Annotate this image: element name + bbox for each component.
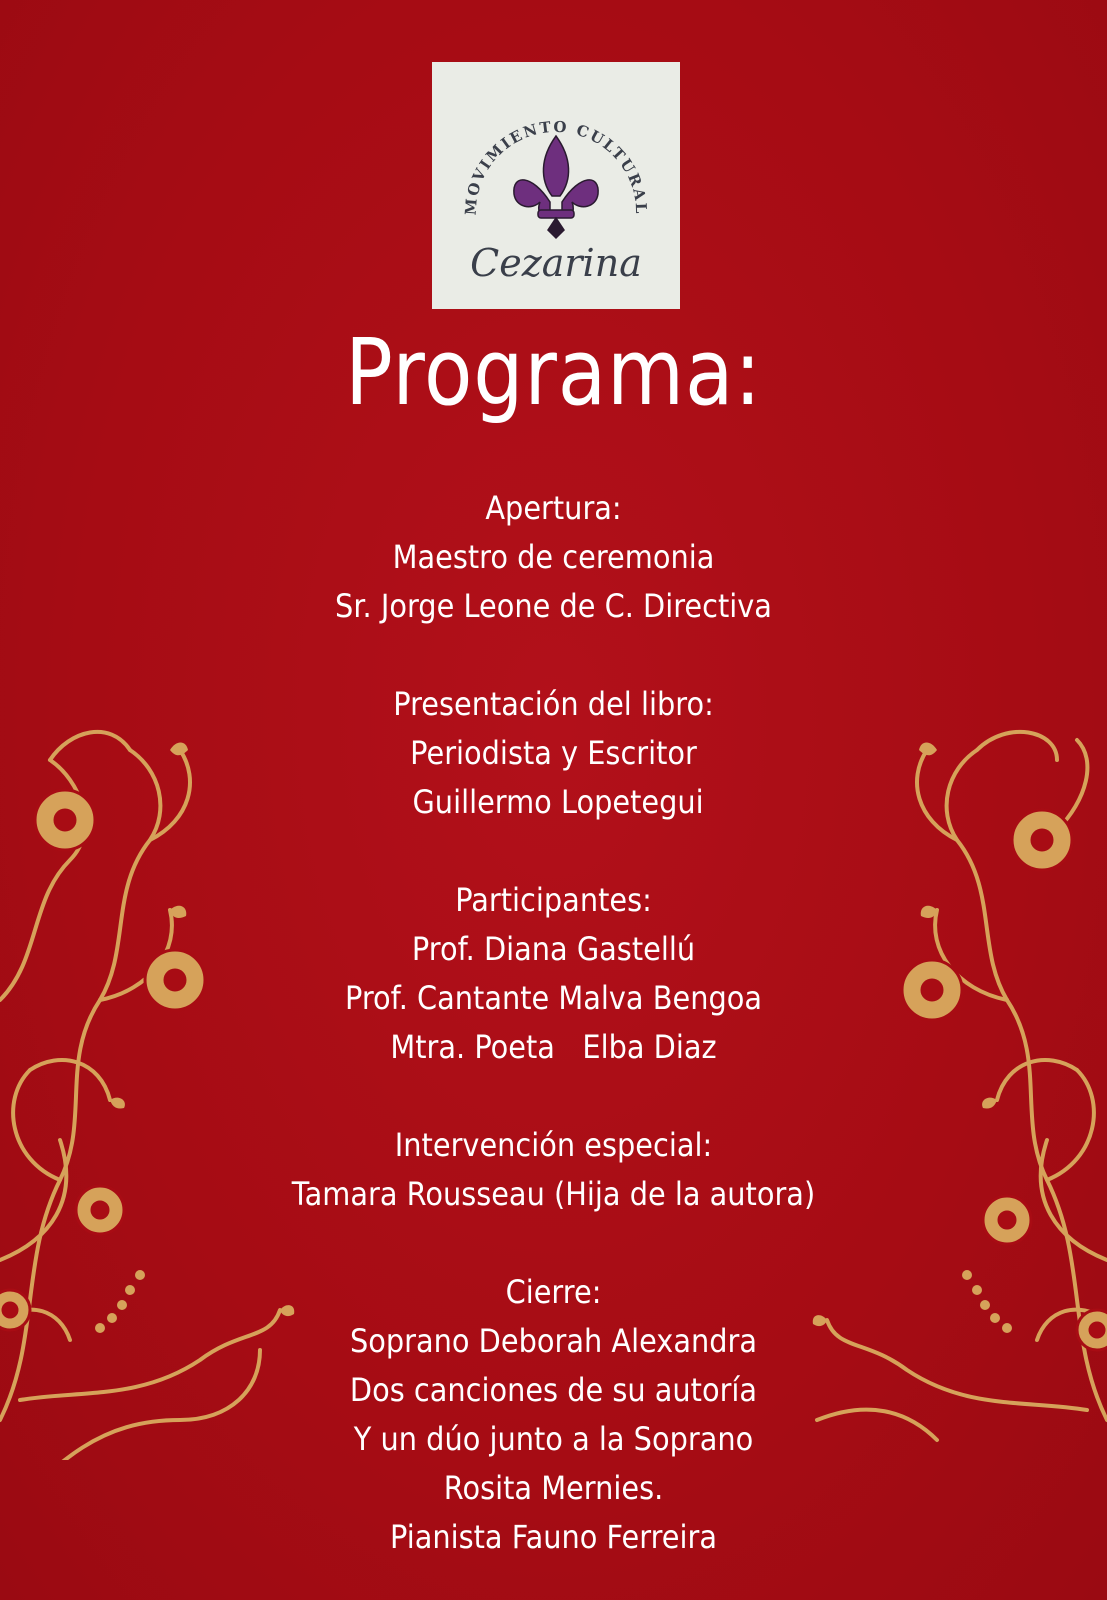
section-heading: Cierre: xyxy=(505,1273,602,1311)
section-line: Maestro de ceremonia xyxy=(392,538,715,576)
section-presentacion xyxy=(0,680,1107,827)
section-line: Mtra. Poeta Elba Diaz xyxy=(390,1028,717,1066)
section-line: Y un dúo junto a la Soprano xyxy=(353,1420,754,1458)
section-line: Periodista y Escritor xyxy=(410,734,697,772)
section-line: Pianista Fauno Ferreira xyxy=(389,1518,718,1556)
logo-arc-text: MOVIMIENTO CULTURAL xyxy=(461,117,651,216)
section-line: Rosita Mernies. xyxy=(443,1469,664,1507)
page-title: Programa: xyxy=(345,319,762,426)
section-line: Prof. Cantante Malva Bengoa xyxy=(344,979,763,1017)
section-heading: Apertura: xyxy=(485,489,622,527)
section-heading: Intervención especial: xyxy=(394,1126,713,1164)
section-line: Guillermo Lopetegui xyxy=(403,783,704,821)
section-heading: Presentación del libro: xyxy=(393,685,714,723)
section-line: Prof. Diana Gastellú xyxy=(411,930,696,968)
section-apertura xyxy=(0,484,1107,631)
logo-wordmark: Cezarina xyxy=(470,241,642,285)
logo xyxy=(432,62,680,309)
section-participantes xyxy=(0,876,1107,1072)
section-line: Soprano Deborah Alexandra xyxy=(349,1322,758,1360)
section-line: Dos canciones de su autoría xyxy=(349,1371,758,1409)
section-intervencion xyxy=(0,1121,1107,1219)
fleur-de-lis-icon xyxy=(514,136,598,238)
section-cierre xyxy=(0,1268,1107,1562)
section-heading: Participantes: xyxy=(455,881,652,919)
section-line: Tamara Rousseau (Hija de la autora) xyxy=(291,1175,816,1213)
program-list xyxy=(0,484,1107,1562)
section-line: Sr. Jorge Leone de C. Directiva xyxy=(335,587,772,625)
